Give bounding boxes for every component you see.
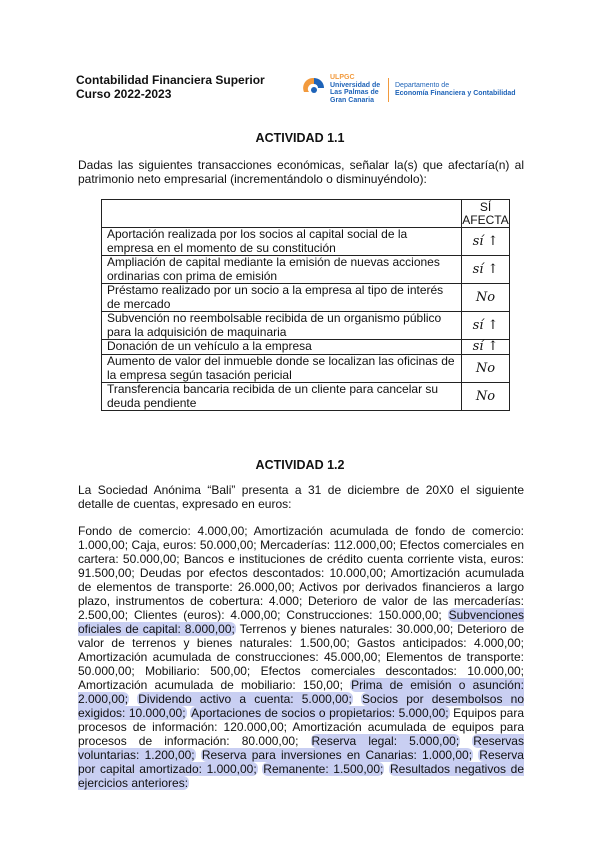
table-row bbox=[102, 340, 510, 355]
handwritten-answer: No bbox=[462, 355, 510, 383]
account-text: Equipos para procesos de información: 120.000,00; Amortización acumulada de equipos para procesos de información: 80.000,00; bbox=[78, 706, 524, 748]
table-header-row bbox=[102, 200, 510, 228]
ulpgc-label: ULPGC bbox=[330, 74, 355, 81]
univ-line-2: Las Palmas de bbox=[330, 89, 379, 96]
course-title: Contabilidad Financiera Superior bbox=[76, 73, 265, 87]
handwritten-answer: sí ↑ bbox=[462, 228, 510, 256]
handwritten-answer: No bbox=[462, 383, 510, 411]
transaction-text: Transferencia bancaria recibida de un cliente para cancelar su deuda pendiente bbox=[102, 383, 462, 411]
highlighted-account: Reserva legal: 5.000,00; bbox=[311, 734, 460, 748]
university-logo bbox=[300, 68, 520, 108]
highlighted-account: Prima de emisión o asunción: 2.000,00; bbox=[78, 678, 524, 706]
table-row bbox=[102, 355, 510, 383]
activity-2-title: ACTIVIDAD 1.2 bbox=[255, 458, 345, 472]
transaction-text: Aportación realizada por los socios al capital social de la empresa en el momento de su constitución bbox=[102, 228, 462, 256]
highlighted-account: Aportaciones de socios o propietarios: 5.000,00; bbox=[191, 706, 449, 720]
table-row bbox=[102, 228, 510, 256]
dept-line-2: Economía Financiera y Contabilidad bbox=[395, 90, 516, 97]
header-si-afecta bbox=[462, 200, 510, 228]
handwritten-answer: sí ↑ bbox=[462, 312, 510, 340]
ulpgc-emblem-icon bbox=[300, 72, 328, 100]
course-year: Curso 2022-2023 bbox=[76, 87, 172, 101]
course-header bbox=[76, 73, 265, 101]
department-name bbox=[395, 82, 516, 98]
handwritten-answer: No bbox=[462, 284, 510, 312]
transaction-text: Préstamo realizado por un socio a la empresa al tipo de interés de mercado bbox=[102, 284, 462, 312]
account-text bbox=[353, 692, 361, 706]
highlighted-account: Subvenciones oficiales de capital: 8.000,00; bbox=[78, 608, 524, 636]
account-text: Terrenos y bienes naturales: 30.000,00; Deterioro de valor de terrenos y bienes naturales: 1.500,00; Gastos anticipados: 4.000,00; Amortización acumulada de construcciones: 45.000,00; Elementos de transporte: 50.000,00; Mobiliario: 500,00; Efectos comerciales descontados: 10.000,00; Amortización acumulada de mobiliario: 150,00; bbox=[78, 622, 524, 692]
univ-line-1: Universidad de bbox=[330, 81, 381, 89]
highlighted-account: Dividendo activo a cuenta: 5.000,00; bbox=[138, 692, 352, 706]
transaction-text: Donación de un vehículo a la empresa bbox=[102, 340, 462, 355]
highlighted-account: Socios por desembolsos no exigidos: 10.000,00; bbox=[78, 692, 524, 720]
table-row bbox=[102, 284, 510, 312]
header-line-2: AFECTA bbox=[462, 212, 509, 227]
table-row bbox=[102, 312, 510, 340]
transaction-text: Subvención no reembolsable recibida de un organismo público para la adquisición de maquinaria bbox=[102, 312, 462, 340]
activity-1-title: ACTIVIDAD 1.1 bbox=[255, 131, 345, 145]
header-line-1: SÍ bbox=[479, 199, 492, 214]
account-text bbox=[460, 734, 472, 748]
highlighted-account: Reservas voluntarias: 1.200,00; bbox=[78, 734, 524, 762]
dept-line-1: Departamento de bbox=[395, 82, 450, 89]
highlighted-account: Reserva por capital amortizado: 1.000,00; bbox=[78, 748, 524, 776]
highlighted-account: Reserva para inversiones en Canarias: 1.000,00; bbox=[201, 748, 473, 762]
table-row bbox=[102, 383, 510, 411]
transaction-text: Ampliación de capital mediante la emisión de nuevas acciones ordinarias con prima de emisión bbox=[102, 256, 462, 284]
university-name bbox=[330, 74, 380, 104]
handwritten-answer: sí ↑ bbox=[462, 256, 510, 284]
univ-line-3: Gran Canaria bbox=[330, 96, 374, 104]
logo-divider bbox=[388, 78, 389, 102]
activity-1-intro: Dadas las siguientes transacciones económicas, señalar la(s) que afectaría(n) al patrimonio neto empresarial (incrementándolo o disminuyéndolo): bbox=[78, 158, 524, 186]
handwritten-answer: sí ↑ bbox=[462, 340, 510, 355]
highlighted-account: Resultados negativos de ejercicios anteriores: bbox=[78, 762, 524, 790]
transaction-text: Aumento de valor del inmueble donde se localizan las oficinas de la empresa según tasación pericial bbox=[102, 355, 462, 383]
accounts-detail bbox=[78, 524, 524, 790]
highlighted-account: Remanente: 1.500,00; bbox=[263, 762, 384, 776]
header-empty-cell bbox=[102, 200, 462, 228]
table-row bbox=[102, 256, 510, 284]
account-text: Fondo de comercio: 4.000,00; Amortización acumulada de fondo de comercio: 1.000,00; Caja, euros: 50.000,00; Mercaderías: 112.000,00; Efectos comerciales en cartera: 50.000,00; Bancos e instituciones de crédito cuenta corriente vista, euros: 91.500,00; Deudas por efectos descontados: 10.000,00; Amortización acumulada de elementos de transporte: 26.000,00; Activos por derivados financieros a largo plazo, instrumentos de cobertura: 4.000; Deterioro de valor de las mercaderías: 2.500,00; Clientes (euros): 4.000,00; Construcciones: 150.000,00; bbox=[78, 524, 524, 622]
activity-2-intro: La Sociedad Anónima “Bali” presenta a 31 de diciembre de 20X0 el siguiente detalle de cuentas, expresado en euros: bbox=[78, 483, 524, 511]
transactions-table bbox=[101, 199, 510, 411]
